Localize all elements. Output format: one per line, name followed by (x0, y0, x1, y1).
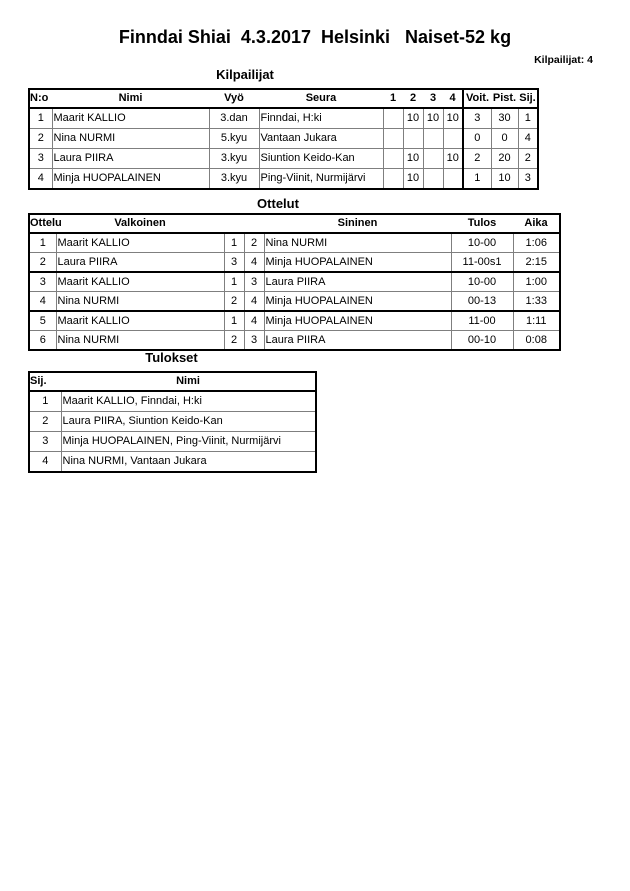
club-cell: Vantaan Jukara (259, 129, 383, 149)
result-row (29, 452, 316, 473)
round-score-cell: 10 (443, 108, 463, 129)
round-score-cell (383, 129, 403, 149)
club-header: Seura (259, 89, 383, 108)
blue-name-cell: Laura PIIRA (264, 272, 451, 292)
result-row (29, 412, 316, 432)
round-score-cell (423, 149, 443, 169)
competitor-row (29, 129, 538, 149)
blue-number-cell: 3 (244, 272, 264, 292)
competitors-table (28, 88, 539, 190)
competitors-section-title: Kilpailijat (216, 67, 274, 82)
place-cell: 3 (29, 432, 61, 452)
place-header: Sij. (29, 372, 61, 391)
white-name-cell: Nina NURMI (56, 292, 224, 312)
round-score-cell: 10 (403, 108, 423, 129)
white-header: Valkoinen (56, 214, 224, 233)
results-section-title: Tulokset (145, 350, 198, 365)
points-cell: 20 (491, 149, 518, 169)
time-cell: 1:33 (513, 292, 560, 312)
result-cell: 10-00 (451, 233, 513, 253)
white-number-cell: 2 (224, 331, 244, 351)
place-cell: 1 (29, 391, 61, 412)
wins-cell: 2 (463, 149, 491, 169)
white-number-cell: 3 (224, 253, 244, 273)
match-row (29, 292, 560, 312)
white-number-cell: 1 (224, 311, 244, 331)
blue-name-cell: Minja HUOPALAINEN (264, 253, 451, 273)
round-score-cell (443, 169, 463, 190)
round-4-header: 4 (443, 89, 463, 108)
blue-number-cell: 4 (244, 311, 264, 331)
round-score-cell (443, 129, 463, 149)
name-cell: Minja HUOPALAINEN, Ping-Viinit, Nurmijärvi (61, 432, 316, 452)
result-header: Tulos (451, 214, 513, 233)
name-cell: Nina NURMI, Vantaan Jukara (61, 452, 316, 473)
white-name-cell: Maarit KALLIO (56, 311, 224, 331)
white-name-cell: Nina NURMI (56, 331, 224, 351)
club-cell: Siuntion Keido-Kan (259, 149, 383, 169)
time-header: Aika (513, 214, 560, 233)
name-cell: Maarit KALLIO, Finndai, H:ki (61, 391, 316, 412)
match-no-cell: 2 (29, 253, 56, 273)
match-no-cell: 6 (29, 331, 56, 351)
place-cell: 2 (29, 412, 61, 432)
round-2-header: 2 (403, 89, 423, 108)
blue-number-cell: 4 (244, 253, 264, 273)
blue-header: Sininen (264, 214, 451, 233)
white-number-cell: 2 (224, 292, 244, 312)
white-number-cell: 1 (224, 272, 244, 292)
result-cell: 11-00s1 (451, 253, 513, 273)
white-number-cell: 1 (224, 233, 244, 253)
belt-header: Vyö (209, 89, 259, 108)
round-score-cell: 10 (443, 149, 463, 169)
name-cell: Laura PIIRA, Siuntion Keido-Kan (61, 412, 316, 432)
name-cell: Laura PIIRA (52, 149, 209, 169)
result-row (29, 391, 316, 412)
white-name-cell: Laura PIIRA (56, 253, 224, 273)
round-1-header: 1 (383, 89, 403, 108)
wins-header: Voit. (463, 89, 491, 108)
result-row (29, 432, 316, 452)
matches-header-row (29, 214, 560, 233)
match-row (29, 311, 560, 331)
belt-cell: 3.dan (209, 108, 259, 129)
competitor-row (29, 149, 538, 169)
match-row (29, 272, 560, 292)
time-cell: 2:15 (513, 253, 560, 273)
name-cell: Maarit KALLIO (52, 108, 209, 129)
time-cell: 0:08 (513, 331, 560, 351)
round-score-cell (423, 169, 443, 190)
blue-number-cell: 2 (244, 233, 264, 253)
blue-name-cell: Minja HUOPALAINEN (264, 311, 451, 331)
name-cell: Nina NURMI (52, 129, 209, 149)
place-cell: 3 (518, 169, 538, 190)
name-header: Nimi (61, 372, 316, 391)
round-score-cell: 10 (403, 149, 423, 169)
result-cell: 00-10 (451, 331, 513, 351)
club-cell: Ping-Viinit, Nurmijärvi (259, 169, 383, 190)
place-cell: 1 (518, 108, 538, 129)
match-numbers-header-spacer (224, 214, 264, 233)
belt-cell: 5.kyu (209, 129, 259, 149)
match-no-cell: 5 (29, 311, 56, 331)
competitor-row (29, 108, 538, 129)
blue-name-cell: Minja HUOPALAINEN (264, 292, 451, 312)
no-header: N:o (29, 89, 52, 108)
name-header: Nimi (52, 89, 209, 108)
round-score-cell: 10 (423, 108, 443, 129)
result-cell: 10-00 (451, 272, 513, 292)
results-table (28, 371, 317, 473)
blue-name-cell: Laura PIIRA (264, 331, 451, 351)
result-cell: 11-00 (451, 311, 513, 331)
points-cell: 0 (491, 129, 518, 149)
round-3-header: 3 (423, 89, 443, 108)
name-cell: Minja HUOPALAINEN (52, 169, 209, 190)
round-score-cell (383, 149, 403, 169)
belt-cell: 3.kyu (209, 149, 259, 169)
place-header: Sij. (518, 89, 538, 108)
match-no-cell: 4 (29, 292, 56, 312)
round-score-cell: 10 (403, 169, 423, 190)
wins-cell: 1 (463, 169, 491, 190)
time-cell: 1:06 (513, 233, 560, 253)
match-no-cell: 1 (29, 233, 56, 253)
round-score-cell (403, 129, 423, 149)
competitor-row (29, 169, 538, 190)
competitor-count-label: Kilpailijat: 4 (534, 54, 593, 66)
points-cell: 30 (491, 108, 518, 129)
matches-section-title: Ottelut (257, 196, 299, 211)
place-cell: 4 (518, 129, 538, 149)
time-cell: 1:00 (513, 272, 560, 292)
result-cell: 00-13 (451, 292, 513, 312)
match-no-header: Ottelu (29, 214, 56, 233)
round-score-cell (383, 108, 403, 129)
blue-name-cell: Nina NURMI (264, 233, 451, 253)
match-row (29, 331, 560, 351)
wins-cell: 0 (463, 129, 491, 149)
white-name-cell: Maarit KALLIO (56, 272, 224, 292)
round-score-cell (383, 169, 403, 190)
matches-table (28, 213, 561, 351)
wins-cell: 3 (463, 108, 491, 129)
belt-cell: 3.kyu (209, 169, 259, 190)
competitors-header-row (29, 89, 538, 108)
match-row (29, 233, 560, 253)
match-row (29, 253, 560, 273)
no-cell: 1 (29, 108, 52, 129)
time-cell: 1:11 (513, 311, 560, 331)
match-no-cell: 3 (29, 272, 56, 292)
club-cell: Finndai, H:ki (259, 108, 383, 129)
no-cell: 2 (29, 129, 52, 149)
points-header: Pist. (491, 89, 518, 108)
blue-number-cell: 4 (244, 292, 264, 312)
white-name-cell: Maarit KALLIO (56, 233, 224, 253)
place-cell: 2 (518, 149, 538, 169)
round-score-cell (423, 129, 443, 149)
results-header-row (29, 372, 316, 391)
page-title: Finndai Shiai 4.3.2017 Helsinki Naiset-52 kg (118, 27, 512, 47)
no-cell: 4 (29, 169, 52, 190)
no-cell: 3 (29, 149, 52, 169)
blue-number-cell: 3 (244, 331, 264, 351)
place-cell: 4 (29, 452, 61, 473)
points-cell: 10 (491, 169, 518, 190)
